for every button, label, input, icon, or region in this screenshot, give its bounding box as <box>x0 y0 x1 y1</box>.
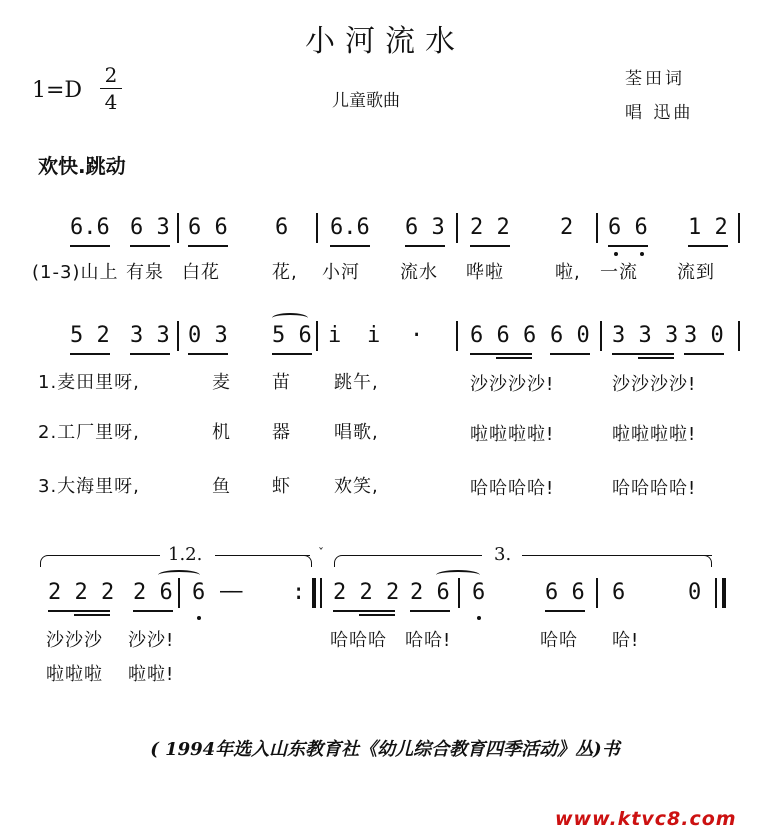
barline <box>177 321 179 351</box>
volta-1-hook <box>40 555 52 567</box>
underline <box>70 353 110 355</box>
repeat-barline <box>320 578 322 608</box>
underline <box>470 245 510 247</box>
watermark: www.ktvc8.com <box>555 808 737 830</box>
underline-double <box>638 357 674 359</box>
note-high: i <box>367 323 381 348</box>
tie-slur <box>272 313 308 323</box>
composer-credit: 唱 迅曲 <box>625 103 694 123</box>
verse-2-lyric: 2.工厂里呀, <box>38 422 140 443</box>
barline <box>316 213 318 243</box>
note-group: 6 6 <box>545 580 585 605</box>
underline <box>333 610 395 612</box>
note-group: 6 6 <box>608 215 648 240</box>
rest: 0 <box>688 580 702 605</box>
lyric: 有泉 <box>126 262 164 283</box>
underline-double <box>359 614 395 616</box>
lyric: 沙沙沙 <box>46 630 103 651</box>
publication-note: ( 1994年选入山东教育社《幼儿综合教育四季活动》丛)书 <box>150 739 620 760</box>
volta-1-line <box>215 555 310 556</box>
note-group: 6 6 6 <box>470 323 537 348</box>
notation-row-2 <box>0 323 770 353</box>
augmentation-dot: · <box>410 323 424 348</box>
barline <box>456 321 458 351</box>
note-group: 6.6 <box>330 215 370 240</box>
underline <box>684 353 724 355</box>
time-signature <box>100 64 122 113</box>
low-octave-dot <box>197 616 201 620</box>
lyric: 花, <box>272 262 298 283</box>
note-group: 2 6 <box>410 580 450 605</box>
note-group: 6 3 <box>405 215 445 240</box>
barline <box>738 213 740 243</box>
barline <box>316 321 318 351</box>
barline <box>458 578 460 608</box>
underline-double <box>496 357 532 359</box>
barline <box>738 321 740 351</box>
lyricist-credit: 荃田词 <box>625 69 685 89</box>
lyric: 啦, <box>555 262 581 283</box>
volta-2-hook <box>334 555 346 567</box>
underline <box>545 610 585 612</box>
underline <box>130 245 170 247</box>
note-group: 5 2 <box>70 323 110 348</box>
extension-dash: —— <box>220 579 239 604</box>
tempo-marking: 欢快.跳动 <box>38 154 126 178</box>
song-title: 小河流水 <box>305 24 465 59</box>
verse-3-lyric: 哈哈哈哈! <box>470 478 555 499</box>
lyric: 一流 <box>600 262 638 283</box>
barline <box>600 321 602 351</box>
final-barline <box>722 578 726 608</box>
note-group: 1 2 <box>688 215 728 240</box>
low-octave-dot <box>640 252 644 256</box>
time-signature-bar <box>100 88 122 89</box>
note-group: 2 <box>560 215 574 240</box>
note-group: 6 6 <box>188 215 228 240</box>
notation-row-3 <box>0 580 770 610</box>
note-group: 6 3 <box>130 215 170 240</box>
volta-mark: ˇ <box>318 546 324 560</box>
underline <box>470 353 532 355</box>
verse-2-lyric: 唱歌, <box>334 422 379 443</box>
volta-2-line <box>342 555 482 556</box>
underline <box>405 245 445 247</box>
volta-1-label: 1.2. <box>168 544 203 565</box>
lyric: 白花 <box>182 262 220 283</box>
verse-1-lyric: 沙沙沙沙! <box>470 374 555 395</box>
verse-3-lyric: 3.大海里呀, <box>38 476 140 497</box>
repeat-colon: : <box>292 580 306 605</box>
verse-2-lyric: 器 <box>272 422 291 443</box>
verse-1-lyric: 苗 <box>272 372 291 393</box>
verse-3-lyric: 欢笑, <box>334 476 379 497</box>
time-signature-top: 2 <box>104 63 118 87</box>
lyric: 沙沙! <box>128 630 175 651</box>
lyric: 流到 <box>677 262 715 283</box>
barline <box>178 578 180 608</box>
key-signature: 1=D <box>32 78 83 103</box>
note-group: 2 2 2 <box>333 580 400 605</box>
lyric: 哈哈哈 <box>330 630 387 651</box>
lyric: 哗啦 <box>466 262 504 283</box>
verse-2-lyric: 机 <box>212 422 231 443</box>
barline <box>456 213 458 243</box>
underline <box>410 610 450 612</box>
note-group: 5 6 <box>272 323 312 348</box>
genre: 儿童歌曲 <box>332 91 400 111</box>
underline-double <box>74 614 110 616</box>
verse-1-lyric: 1.麦田里呀, <box>38 372 140 393</box>
lyric: 流水 <box>400 262 438 283</box>
underline <box>688 245 728 247</box>
note-group: 2 2 2 <box>48 580 115 605</box>
verse-3-lyric: 鱼 <box>212 476 231 497</box>
underline <box>608 245 648 247</box>
lyric: 哈哈 <box>540 630 578 651</box>
time-signature-bottom: 4 <box>104 90 118 114</box>
note: 6 <box>472 580 486 605</box>
verse-3-lyric: 哈哈哈哈! <box>612 478 697 499</box>
low-octave-dot <box>477 616 481 620</box>
verse-1-lyric: 麦 <box>212 372 231 393</box>
note-group: 6 <box>275 215 289 240</box>
volta-2-label: 3. <box>494 544 512 565</box>
underline <box>130 353 170 355</box>
verse-1-lyric: 沙沙沙沙! <box>612 374 697 395</box>
underline <box>133 610 173 612</box>
notation-row-1 <box>0 215 770 245</box>
underline <box>70 245 110 247</box>
volta-2-line <box>522 555 712 556</box>
underline <box>330 245 370 247</box>
underline <box>188 353 228 355</box>
volta-2-hook <box>702 555 712 567</box>
volta-1-line <box>48 555 160 556</box>
low-octave-dot <box>614 252 618 256</box>
lyric: 哈哈! <box>405 630 452 651</box>
lyric: 小河 <box>322 262 360 283</box>
note-group: 0 3 <box>188 323 228 348</box>
barline <box>596 213 598 243</box>
lyric: (1-3)山上 <box>32 262 119 283</box>
note-group: 3 3 <box>130 323 170 348</box>
lyric: 哈! <box>612 630 640 651</box>
note-group: 2 2 <box>470 215 510 240</box>
lyric: 啦啦! <box>128 664 175 685</box>
final-barline <box>715 578 717 608</box>
note: 6 <box>192 580 206 605</box>
note-group: 6.6 <box>70 215 110 240</box>
verse-1-lyric: 跳午, <box>334 372 379 393</box>
volta-1-hook <box>302 555 312 567</box>
note-high: i <box>328 323 342 348</box>
note-group: 6 0 <box>550 323 590 348</box>
note-group: 3 3 3 <box>612 323 679 348</box>
verse-2-lyric: 啦啦啦啦! <box>470 424 555 445</box>
repeat-barline <box>312 578 316 608</box>
underline <box>612 353 674 355</box>
underline <box>550 353 590 355</box>
underline <box>188 245 228 247</box>
underline <box>48 610 110 612</box>
barline <box>596 578 598 608</box>
underline <box>272 353 312 355</box>
note-group: 3 0 <box>684 323 724 348</box>
verse-2-lyric: 啦啦啦啦! <box>612 424 697 445</box>
note-group: 2 6 <box>133 580 173 605</box>
verse-3-lyric: 虾 <box>272 476 291 497</box>
note: 6 <box>612 580 626 605</box>
lyric: 啦啦啦 <box>46 664 103 685</box>
barline <box>177 213 179 243</box>
